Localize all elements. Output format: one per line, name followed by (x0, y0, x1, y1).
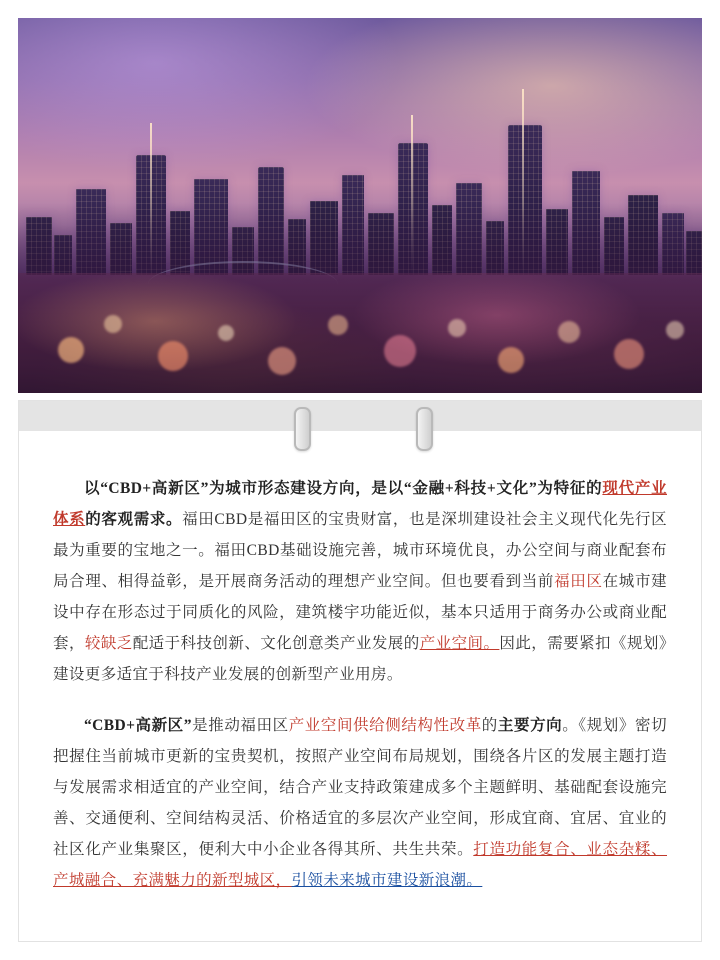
p1-red-lack: 较缺乏 (84, 635, 133, 652)
article-card (18, 400, 702, 942)
foreground-bokeh-band (18, 273, 702, 393)
p1-seg1: 以“CBD+高新区”为城市形态建设方向，是以“金融+科技+文化”为特征的 (84, 480, 603, 497)
article-body (19, 431, 701, 936)
p1-seg8: 配适于科技创新、文化创意类产业发展的 (132, 635, 420, 652)
p2-seg4: 的 (481, 717, 498, 734)
p1-red-futian: 福田区 (554, 573, 603, 590)
p2-underline-lead-new-wave: 引领未来城市建设新浪潮。 (291, 872, 483, 889)
p1-seg4: 福田CBD是福田区的宝贵财富，也是深圳建设社会主义现代化先行区最为重要的宝地之一。福田CBD基础设施完善，城市环境优良，办公空间与商业配套布局合理、相得益彰，是开展商务活动的理想产业空间。但也要看到当前 (53, 511, 667, 590)
p1-underline-industrial-space: 产业空间。 (419, 635, 500, 652)
p1-highlight-industry-system: 现代产业体系 (53, 480, 667, 528)
p2-bold-cbd-hightech: “CBD+高新区” (84, 717, 192, 734)
p2-seg6: 。《规划》密切把握住当前城市更新的宝贵契机，按照产业空间布局规划，围绕各片区的发展主题打造与发展需求相适宜的产业空间，结合产业支持政策建成多个主题鲜明、基础配套设施完善、交通便利、空间结构灵活、价格适宜的多层次产业空间，形成宜商、宜居、宜业的社区化产业集聚区，便利大中小企业各得其所、共生共荣。 (53, 717, 667, 858)
p1-seg6: 在城市建设中存在形态过于同质化的风险，建筑楼宇功能近似，基本只适用于商务办公或商业配套， (53, 573, 668, 652)
p1-seg10: 因此，需要紧扣《规划》建设更多适宜于科技产业发展的创新型产业用房。 (53, 635, 667, 683)
binder-ring-right (416, 407, 433, 451)
p1-seg3: 的客观需求。 (85, 511, 183, 528)
paragraph-1 (53, 473, 667, 690)
hero-image (18, 18, 702, 393)
p2-seg2: 是推动福田区 (191, 717, 289, 734)
paragraph-2 (53, 710, 667, 896)
p2-red-supply-side-reform: 产业空间供给侧结构性改革 (288, 717, 482, 734)
p2-underline-new-urban-area: 打造功能复合、业态杂糅、产城融合、充满魅力的新型城区， (53, 841, 667, 889)
binder-bar (19, 401, 701, 431)
p2-bold-main-direction: 主要方向 (497, 717, 563, 734)
binder-ring-left (294, 407, 311, 451)
